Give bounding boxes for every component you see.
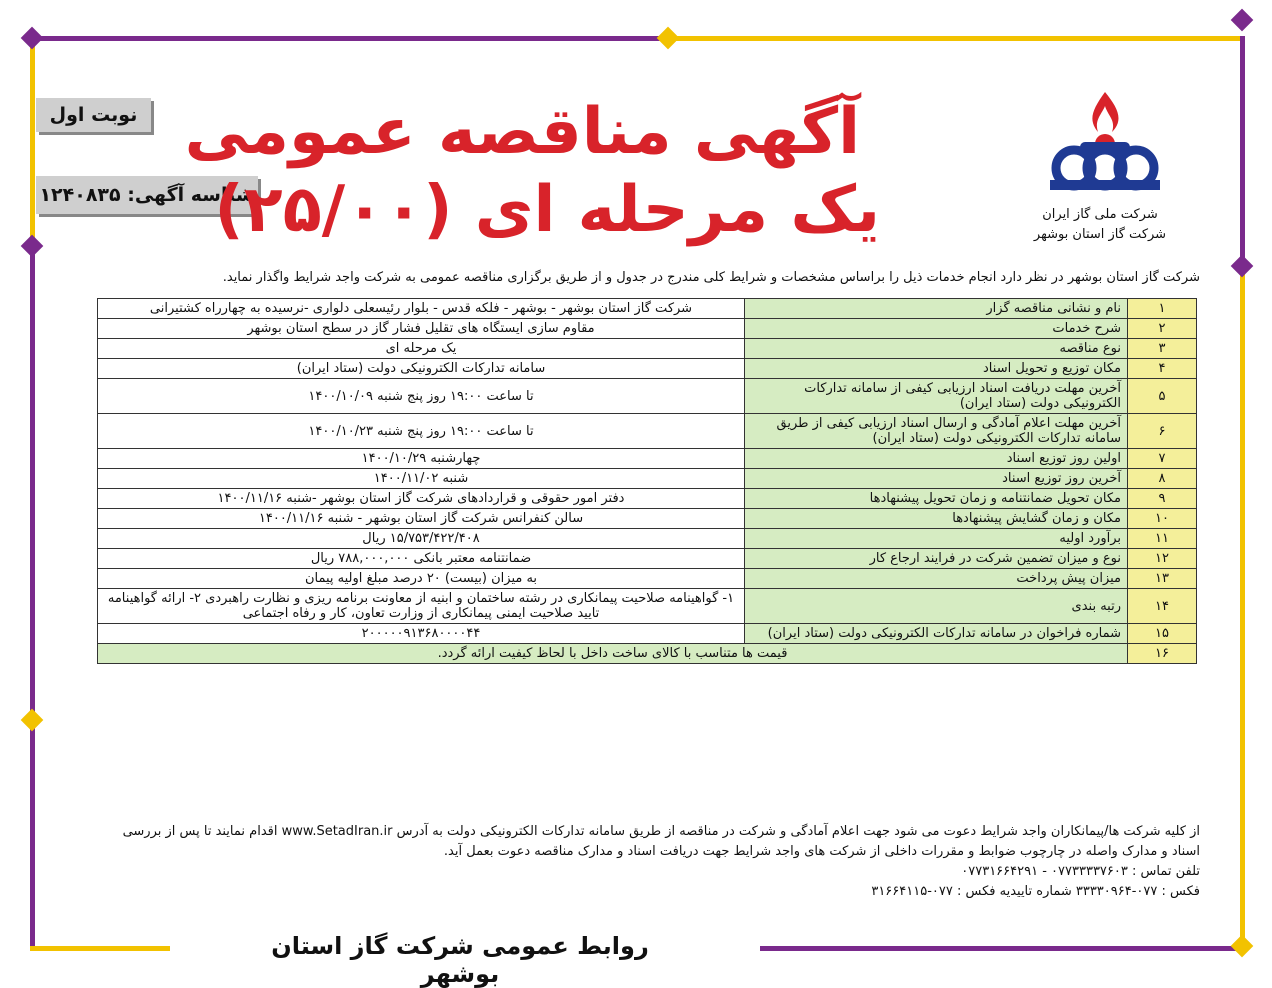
company-line-2: شرکت گاز استان بوشهر <box>1033 227 1167 242</box>
frame-corner-gem <box>1231 255 1254 278</box>
table-row <box>98 589 1197 624</box>
row-value: تا ساعت ۱۹:۰۰ روز پنج شنبه ۱۴۰۰/۱۰/۲۳ <box>98 414 745 449</box>
row-note: قیمت ها متناسب با کالای ساخت داخل با لحاظ کیفیت ارائه گردد. <box>98 644 1128 664</box>
row-label: مکان تحویل ضمانتنامه و زمان تحویل پیشنهادها <box>745 489 1128 509</box>
frame-top-left <box>30 36 670 41</box>
frame-bottom-right <box>760 946 1245 951</box>
row-number: ۱۱ <box>1128 529 1197 549</box>
row-number: ۳ <box>1128 339 1197 359</box>
row-value: شرکت گاز استان بوشهر - بوشهر - فلکه قدس - بلوار رئیسعلی دلواری -نرسیده به چهارراه کشتیرانی <box>98 299 745 319</box>
table-row <box>98 379 1197 414</box>
round-badge: نوبت اول <box>36 98 151 132</box>
frame-left-bottom <box>30 246 35 946</box>
page-subtitle: یک مرحله ای (۲۵/۰۰) <box>214 173 880 247</box>
table-row <box>98 549 1197 569</box>
row-value: ۱- گواهینامه صلاحیت پیمانکاری در رشته ساختمان و ابنیه از معاونت برنامه ریزی و نظارت راهبردی ۲- ارائه گواهینامه تایید صلاحیت ایمنی پیمانکاری از وزارت تعاون، کار و رفاه اجتماعی <box>98 589 745 624</box>
row-number: ۱۰ <box>1128 509 1197 529</box>
tender-table <box>97 298 1197 664</box>
row-number: ۱ <box>1128 299 1197 319</box>
table-row <box>98 299 1197 319</box>
frame-bottom-left <box>30 946 170 951</box>
table-row <box>98 469 1197 489</box>
row-number: ۹ <box>1128 489 1197 509</box>
row-number: ۱۳ <box>1128 569 1197 589</box>
row-value: مقاوم سازی ایستگاه های تقلیل فشار گاز در سطح استان بوشهر <box>98 319 745 339</box>
row-number: ۱۵ <box>1128 624 1197 644</box>
ad-id-badge: شناسه آگهی: ۱۲۴۰۸۳۵ <box>36 176 258 214</box>
row-label: مکان توزیع و تحویل اسناد <box>745 359 1128 379</box>
row-value: دفتر امور حقوقی و قراردادهای شرکت گاز استان بوشهر -شنبه ۱۴۰۰/۱۱/۱۶ <box>98 489 745 509</box>
frame-corner-gem <box>21 235 44 258</box>
table-row <box>98 414 1197 449</box>
frame-corner-gem <box>21 27 44 50</box>
row-label: آخرین مهلت دریافت اسناد ارزیابی کیفی از سامانه تدارکات الکترونیکی دولت (ستاد ایران) <box>745 379 1128 414</box>
row-label: آخرین مهلت اعلام آمادگی و ارسال اسناد ارزیابی کیفی از طریق سامانه تدارکات الکترونیکی دولت (ستاد ایران) <box>745 414 1128 449</box>
fax-line: فکس : ۰۷۷-۳۳۳۳۰۹۶۴ شماره تاییدیه فکس : ۰۷۷-۳۱۶۶۴۱۱۵ <box>871 884 1200 899</box>
row-value: ۱۵/۷۵۳/۴۲۲/۴۰۸ ریال <box>98 529 745 549</box>
phone-line: تلفن تماس : ۰۷۷۳۳۳۳۷۶۰۳ - ۰۷۷۳۱۶۶۴۲۹۱ <box>961 864 1200 879</box>
row-label: برآورد اولیه <box>745 529 1128 549</box>
row-number: ۱۶ <box>1128 644 1197 664</box>
row-label: رتبه بندی <box>745 589 1128 624</box>
row-value: سامانه تدارکات الکترونیکی دولت (ستاد ایران) <box>98 359 745 379</box>
table-row <box>98 319 1197 339</box>
table-row <box>98 624 1197 644</box>
row-number: ۴ <box>1128 359 1197 379</box>
frame-right-bottom <box>1240 266 1245 946</box>
row-label: آخرین روز توزیع اسناد <box>745 469 1128 489</box>
row-number: ۸ <box>1128 469 1197 489</box>
row-number: ۱۴ <box>1128 589 1197 624</box>
row-number: ۱۲ <box>1128 549 1197 569</box>
row-value: به میزان (بیست) ۲۰ درصد مبلغ اولیه پیمان <box>98 569 745 589</box>
row-number: ۷ <box>1128 449 1197 469</box>
frame-corner-gem <box>1231 935 1254 958</box>
row-number: ۶ <box>1128 414 1197 449</box>
frame-corner-gem <box>1231 9 1254 32</box>
table-row <box>98 569 1197 589</box>
row-value: ۲۰۰۰۰۰۹۱۳۶۸۰۰۰۰۴۴ <box>98 624 745 644</box>
table-row <box>98 449 1197 469</box>
nigc-logo-icon <box>1040 88 1170 198</box>
row-label: نام و نشانی مناقصه گزار <box>745 299 1128 319</box>
row-label: شماره فراخوان در سامانه تدارکات الکترونیکی دولت (ستاد ایران) <box>745 624 1128 644</box>
row-label: مکان و زمان گشایش پیشنهادها <box>745 509 1128 529</box>
row-value: چهارشنبه ۱۴۰۰/۱۰/۲۹ <box>98 449 745 469</box>
frame-left-top <box>30 36 35 246</box>
row-label: میزان پیش پرداخت <box>745 569 1128 589</box>
row-label: اولین روز توزیع اسناد <box>745 449 1128 469</box>
row-label: نوع مناقصه <box>745 339 1128 359</box>
frame-right-top <box>1240 36 1245 266</box>
company-line-1: شرکت ملی گاز ایران <box>1042 207 1158 222</box>
page-title: آگهی مناقصه عمومی <box>184 95 860 169</box>
table-row <box>98 489 1197 509</box>
table-row <box>98 529 1197 549</box>
row-value: یک مرحله ای <box>98 339 745 359</box>
row-number: ۲ <box>1128 319 1197 339</box>
footer-text <box>95 822 1200 902</box>
table-row <box>98 359 1197 379</box>
table-row <box>98 509 1197 529</box>
frame-corner-gem <box>21 709 44 732</box>
frame-corner-gem <box>657 27 680 50</box>
public-relations-signature: روابط عمومی شرکت گاز استان بوشهر <box>271 932 649 988</box>
row-label: شرح خدمات <box>745 319 1128 339</box>
row-value: ضمانتنامه معتبر بانکی ۷۸۸,۰۰۰,۰۰۰ ریال <box>98 549 745 569</box>
row-value: سالن کنفرانس شرکت گاز استان بوشهر - شنبه ۱۴۰۰/۱۱/۱۶ <box>98 509 745 529</box>
row-label: نوع و میزان تضمین شرکت در فرایند ارجاع کار <box>745 549 1128 569</box>
footer-paragraph: از کلیه شرکت ها/پیمانکاران واجد شرایط دعوت می شود جهت اعلام آمادگی و شرکت در مناقصه از طریق سامانه تدارکات الکترونیکی دولت به آدرس www.SetadIran.ir اقدام نمایند تا پس از بررسی اسناد و مدارک واصله در چارچوب ضوابط و مقررات داخلی از شرکت های واجد شرایط جهت دریافت اسناد و مدارک مناقصه دعوت بعمل آید. <box>122 824 1200 859</box>
row-value: شنبه ۱۴۰۰/۱۱/۰۲ <box>98 469 745 489</box>
intro-text: شرکت گاز استان بوشهر در نظر دارد انجام خدمات ذیل را براساس مشخصات و شرایط کلی مندرج در جدول و از طریق برگزاری مناقصه عمومی به شرکت واجد شرایط واگذار نماید. <box>222 270 1200 285</box>
row-number: ۵ <box>1128 379 1197 414</box>
table-row <box>98 644 1197 664</box>
company-name <box>1010 205 1190 245</box>
table-row <box>98 339 1197 359</box>
row-value: تا ساعت ۱۹:۰۰ روز پنج شنبه ۱۴۰۰/۱۰/۰۹ <box>98 379 745 414</box>
frame-top-right <box>670 36 1240 41</box>
